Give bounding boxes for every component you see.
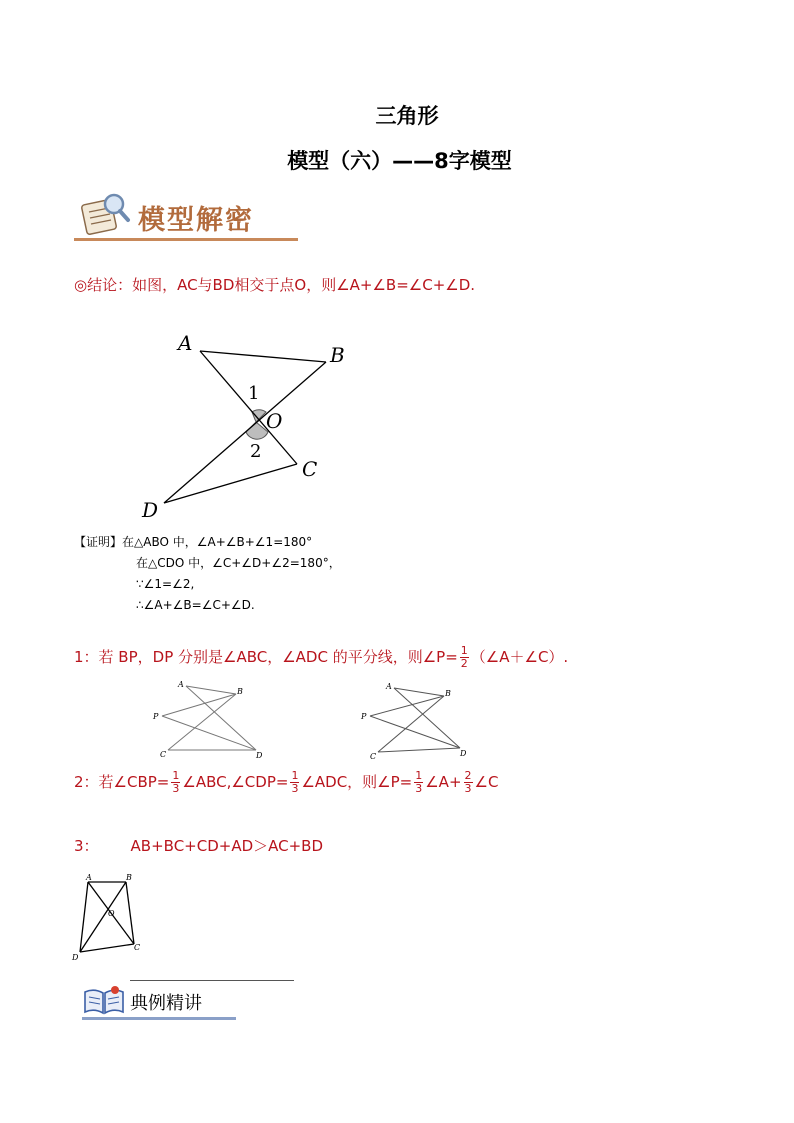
- label-b: B: [126, 873, 132, 882]
- label-a: A: [178, 331, 193, 355]
- item-1-prefix: 1：若 BP，DP 分别是∠ABC，∠ADC 的平分线，则∠P=: [74, 648, 458, 666]
- proof-line-3: ∵∠1=∠2,: [136, 577, 195, 591]
- fraction-denominator: 3: [415, 782, 423, 795]
- proof-line-2: 在△CDO 中，∠C+∠D+∠2=180°，: [136, 556, 341, 570]
- quadrilateral-figure: [70, 872, 150, 962]
- label-a: A: [386, 682, 392, 691]
- item-1-fraction: [460, 645, 469, 670]
- label-o: O: [108, 909, 115, 918]
- label-a: A: [86, 873, 92, 882]
- label-c: C: [160, 750, 167, 759]
- section-banner: [74, 190, 298, 246]
- bisector-figure-left: [150, 678, 270, 762]
- label-angle-2: 2: [250, 441, 262, 462]
- segment-ac: [200, 351, 297, 464]
- label-d: D: [460, 749, 467, 758]
- label-d: D: [142, 498, 159, 522]
- segment-ab: [200, 351, 326, 362]
- item-3-text: AB+BC+CD+AD＞AC+BD: [130, 837, 324, 855]
- label-p: P: [361, 712, 367, 721]
- proof-block: [74, 532, 341, 616]
- fraction-numerator: 1: [415, 769, 423, 782]
- segment-dc: [164, 464, 297, 503]
- item-2: [74, 770, 498, 795]
- label-o: O: [266, 409, 283, 433]
- figure-8-diagram: [130, 325, 370, 525]
- fraction-numerator: 1: [460, 644, 468, 657]
- open-book-icon: [82, 984, 126, 1016]
- fraction-denominator: 3: [172, 782, 180, 795]
- example-banner: [82, 980, 236, 1024]
- label-d: D: [256, 751, 263, 760]
- example-banner-title: 典例精讲: [130, 993, 202, 1014]
- segment-bd: [164, 362, 326, 503]
- banner-title: 模型解密: [138, 205, 254, 236]
- item-3: [74, 835, 323, 856]
- proof-line-1: 在△ABO 中，∠A+∠B+∠1=180°: [122, 535, 313, 549]
- label-c: C: [370, 752, 377, 761]
- label-b: B: [330, 343, 345, 367]
- item-2-text-5: ∠C: [474, 773, 499, 791]
- label-angle-1: 1: [248, 383, 260, 404]
- label-c: C: [302, 457, 318, 481]
- item-1-suffix: （∠A＋∠C）.: [470, 648, 569, 666]
- label-b: B: [237, 687, 243, 696]
- fraction-denominator: 3: [464, 782, 472, 795]
- item-2-text-1: 2：若∠CBP=: [74, 773, 170, 791]
- doc-title: 三角形: [375, 104, 439, 128]
- fraction-numerator: 1: [291, 769, 299, 782]
- label-d: D: [72, 953, 79, 962]
- doc-subtitle: 模型（六）——8字模型: [287, 149, 512, 173]
- item-1: [74, 645, 568, 670]
- label-p: P: [153, 712, 159, 721]
- label-c: C: [134, 943, 141, 952]
- item-2-fraction-2: [290, 770, 299, 795]
- proof-line-4: ∴∠A+∠B=∠C+∠D.: [136, 598, 255, 612]
- banner-underline: [82, 1017, 236, 1020]
- item-2-text-4: ∠A+: [425, 773, 462, 791]
- fraction-denominator: 2: [460, 657, 468, 670]
- fraction-numerator: 1: [172, 769, 180, 782]
- banner-topline: [130, 980, 294, 981]
- item-3-number: 3：: [74, 837, 99, 855]
- label-b: B: [445, 689, 451, 698]
- conclusion-text: ◎结论：如图，AC与BD相交于点O，则∠A+∠B=∠C+∠D.: [74, 276, 476, 294]
- fraction-numerator: 2: [464, 769, 472, 782]
- banner-underline: [74, 238, 298, 241]
- bisector-figure-right: [358, 682, 478, 762]
- item-2-text-3: ∠ADC，则∠P=: [301, 773, 413, 791]
- label-a: A: [178, 680, 184, 689]
- magnifier-notebook-icon: [76, 190, 134, 238]
- item-2-fraction-4: [464, 770, 473, 795]
- proof-label: 【证明】: [74, 535, 123, 549]
- item-2-text-2: ∠ABC,∠CDP=: [182, 773, 289, 791]
- item-2-fraction-1: [171, 770, 180, 795]
- fraction-denominator: 3: [291, 782, 299, 795]
- item-2-fraction-3: [414, 770, 423, 795]
